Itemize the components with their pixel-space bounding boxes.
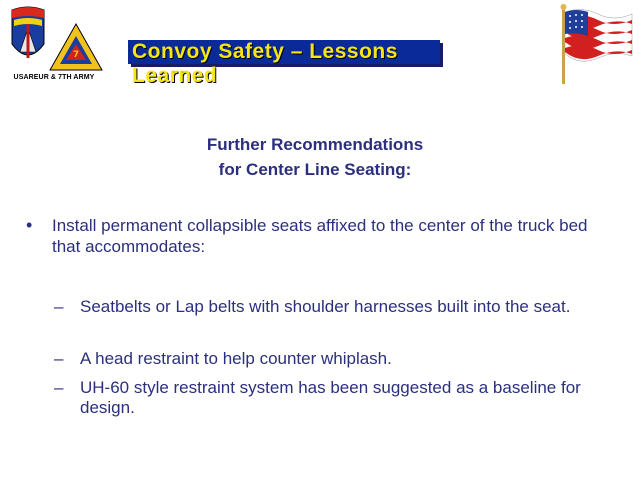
usareur-logo [4,4,104,90]
bullet-marker: • [26,215,33,235]
subtitle-line-1: Further Recommendations [206,135,424,154]
subtitle [150,132,480,182]
us-flag-icon [558,4,634,84]
title-line-2: Learned [132,64,218,87]
sub-item-marker: – [54,378,64,397]
slide-title [132,40,452,88]
bullet-text: Install permanent collapsible seats affixed to the center of the truck bed that accommodates: [52,216,588,256]
sub-item-text: Seatbelts or Lap belts with shoulder harnesses built into the seat. [80,297,571,316]
sub-item-text: UH-60 style restraint system has been suggested as a baseline for design. [80,378,581,417]
sub-item-marker: – [54,297,64,316]
svg-text:7: 7 [72,50,80,60]
usareur-shield-icon [4,4,104,74]
title-line-1: Convoy Safety – Lessons [132,40,398,63]
sub-item-marker: – [54,349,64,368]
subtitle-line-2: for Center Line Seating: [218,160,412,179]
logo-caption: USAREUR & 7TH ARMY [13,74,95,81]
sub-item-text: A head restraint to help counter whiplash. [80,349,392,368]
